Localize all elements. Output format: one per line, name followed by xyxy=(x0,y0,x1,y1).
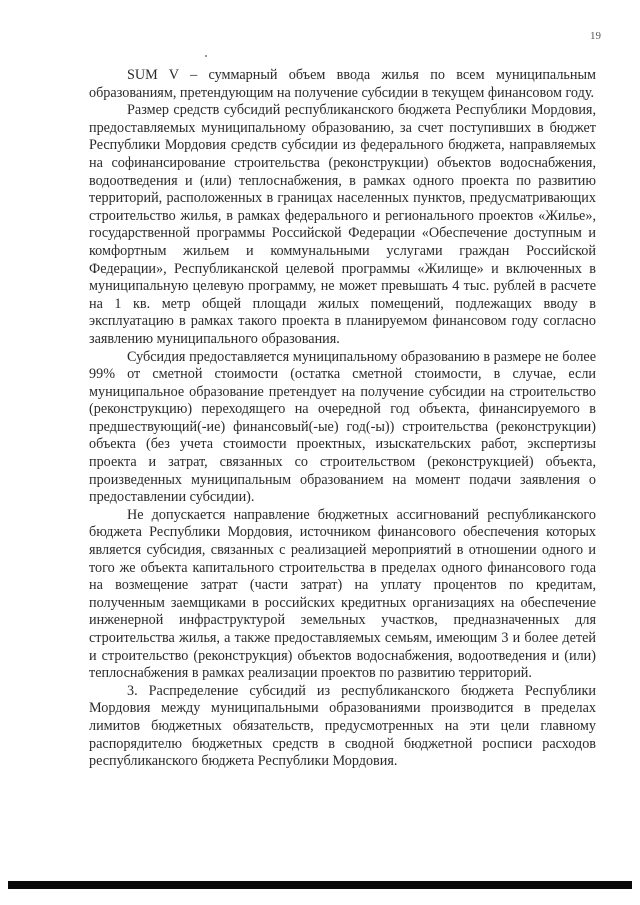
paragraph-sum-v: SUM V – суммарный объем ввода жилья по всем муниципальным образованиям, претендующим на получение субсидии в текущем финансовом году. xyxy=(89,67,596,101)
page-number: 19 xyxy=(590,30,601,42)
paragraph-restriction: Не допускается направление бюджетных ассигнований республиканского бюджета Республики Мордовия, источником финансового обеспечения которых является субсидия, связанных с реализацией мероприятий в отношении одного и того же объекта капитального строительства в пределах одного финансового года на возмещение затрат (части затрат) на уплату процентов по кредитам, полученным заемщиками в российских кредитных организациях на обеспечение инженерной инфраструктурой земельных участков, предназначенных для строительства жилья, а также предоставляемых семьям, имеющим 3 и более детей и строительство (реконструкция) объектов водоснабжения, водоотведения и (или) теплоснабжения в рамках реализации проектов по развитию территорий. xyxy=(89,506,596,682)
scan-speck xyxy=(205,55,207,57)
paragraph-subsidy-limit: Субсидия предоставляется муниципальному образованию в размере не более 99% от сметной стоимости (остатка сметной стоимости, в случае, если муниципальное образование претендует на получение субсидии на строительство (реконструкцию) переходящего на очередной год объекта, финансируемого в предшествующий(-ие) финансовый(-ые) год(-ы)) строительства (реконструкции) объекта (без учета стоимости проектных, изыскательских работ, экспертизы проекта и затрат, связанных со строительством (реконструкцией) объекта, произведенных муниципальным образованием на момент подачи заявления о предоставлении субсидии). xyxy=(89,348,596,506)
scan-bottom-bar xyxy=(8,881,632,889)
document-body xyxy=(89,67,596,771)
paragraph-distribution: 3. Распределение субсидий из республиканского бюджета Республики Мордовия между муниципальными образованиями производится в пределах лимитов бюджетных обязательств, предусмотренных на эти цели главному распорядителю бюджетных средств в сводной бюджетной росписи расходов республиканского бюджета Республики Мордовия. xyxy=(89,682,596,770)
paragraph-subsidy-size: Размер средств субсидий республиканского бюджета Республики Мордовия, предоставляемых муниципальному образованию, за счет поступивших в бюджет Республики Мордовия средств субсидии из федерального бюджета, направляемых на софинансирование строительства (реконструкции) объектов водоснабжения, водоотведения и (или) теплоснабжения, в рамках одного проекта по развитию территорий, расположенных в границах населенных пунктов, предусматривающих строительство жилья, в рамках федерального и регионального проектов «Жилье», государственной программы Российской Федерации «Обеспечение доступным и комфортным жильем и коммунальными услугами граждан Российской Федерации», Республиканской целевой программы «Жилище» и включенных в муниципальную целевую программу, не может превышать 4 тыс. рублей в расчете на 1 кв. метр общей площади жилых помещений, подлежащих вводу в эксплуатацию в рамках такого проекта в планируемом финансовом году согласно заявлению муниципального образования. xyxy=(89,102,596,347)
